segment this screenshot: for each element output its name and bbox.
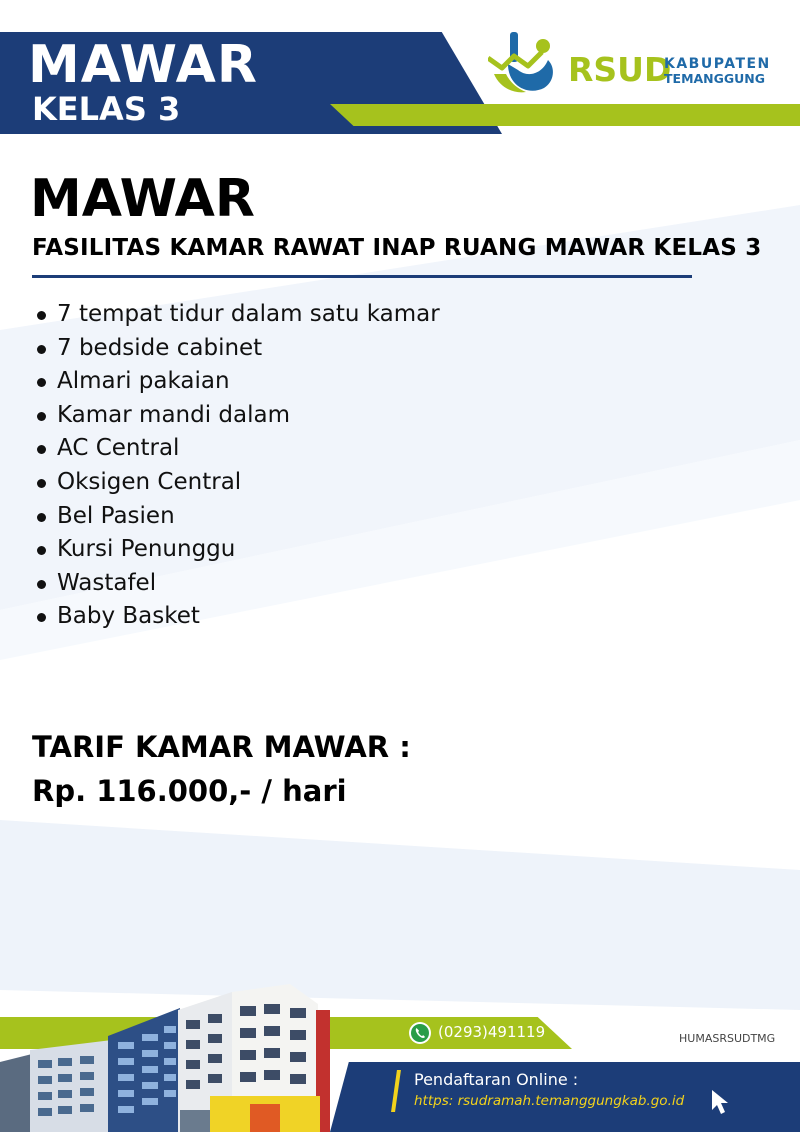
registration-label: Pendaftaran Online :: [414, 1070, 579, 1089]
phone-icon: [408, 1021, 432, 1045]
cursor-icon: [708, 1088, 734, 1116]
title-divider: [32, 275, 692, 278]
facility-list: [36, 298, 440, 634]
logo-temanggung-text: TEMANGGUNG: [664, 71, 766, 86]
facility-item: 7 tempat tidur dalam satu kamar: [36, 298, 440, 332]
facility-item: Oksigen Central: [36, 466, 440, 500]
facility-item: AC Central: [36, 432, 440, 466]
facility-item: Bel Pasien: [36, 500, 440, 534]
facility-item: Almari pakaian: [36, 365, 440, 399]
rsud-logo-icon: [488, 30, 560, 96]
phone-number: (0293)491119: [438, 1023, 546, 1041]
header-subtitle: KELAS 3: [32, 90, 181, 128]
facility-item: 7 bedside cabinet: [36, 332, 440, 366]
facility-item: Wastafel: [36, 567, 440, 601]
tarif-label: TARIF KAMAR MAWAR :: [32, 730, 411, 764]
header-accent-stripe: [330, 104, 800, 126]
page-subtitle: FASILITAS KAMAR RAWAT INAP RUANG MAWAR KELAS 3: [32, 235, 762, 261]
facility-item: Baby Basket: [36, 600, 440, 634]
logo-kabupaten-text: KABUPATEN: [664, 56, 771, 72]
tarif-value: Rp. 116.000,- / hari: [32, 774, 347, 808]
hospital-logo: [488, 30, 788, 96]
logo-rsud-text: RSUD: [568, 50, 672, 89]
hospital-building-illustration: [0, 980, 380, 1132]
header-title: MAWAR: [28, 35, 258, 95]
facility-item: Kamar mandi dalam: [36, 399, 440, 433]
facility-item: Kursi Penunggu: [36, 533, 440, 567]
page-title: MAWAR: [30, 169, 255, 229]
registration-url: https: rsudramah.temanggungkab.go.id: [414, 1093, 685, 1109]
credit-text: HUMASRSUDTMG: [679, 1032, 776, 1045]
